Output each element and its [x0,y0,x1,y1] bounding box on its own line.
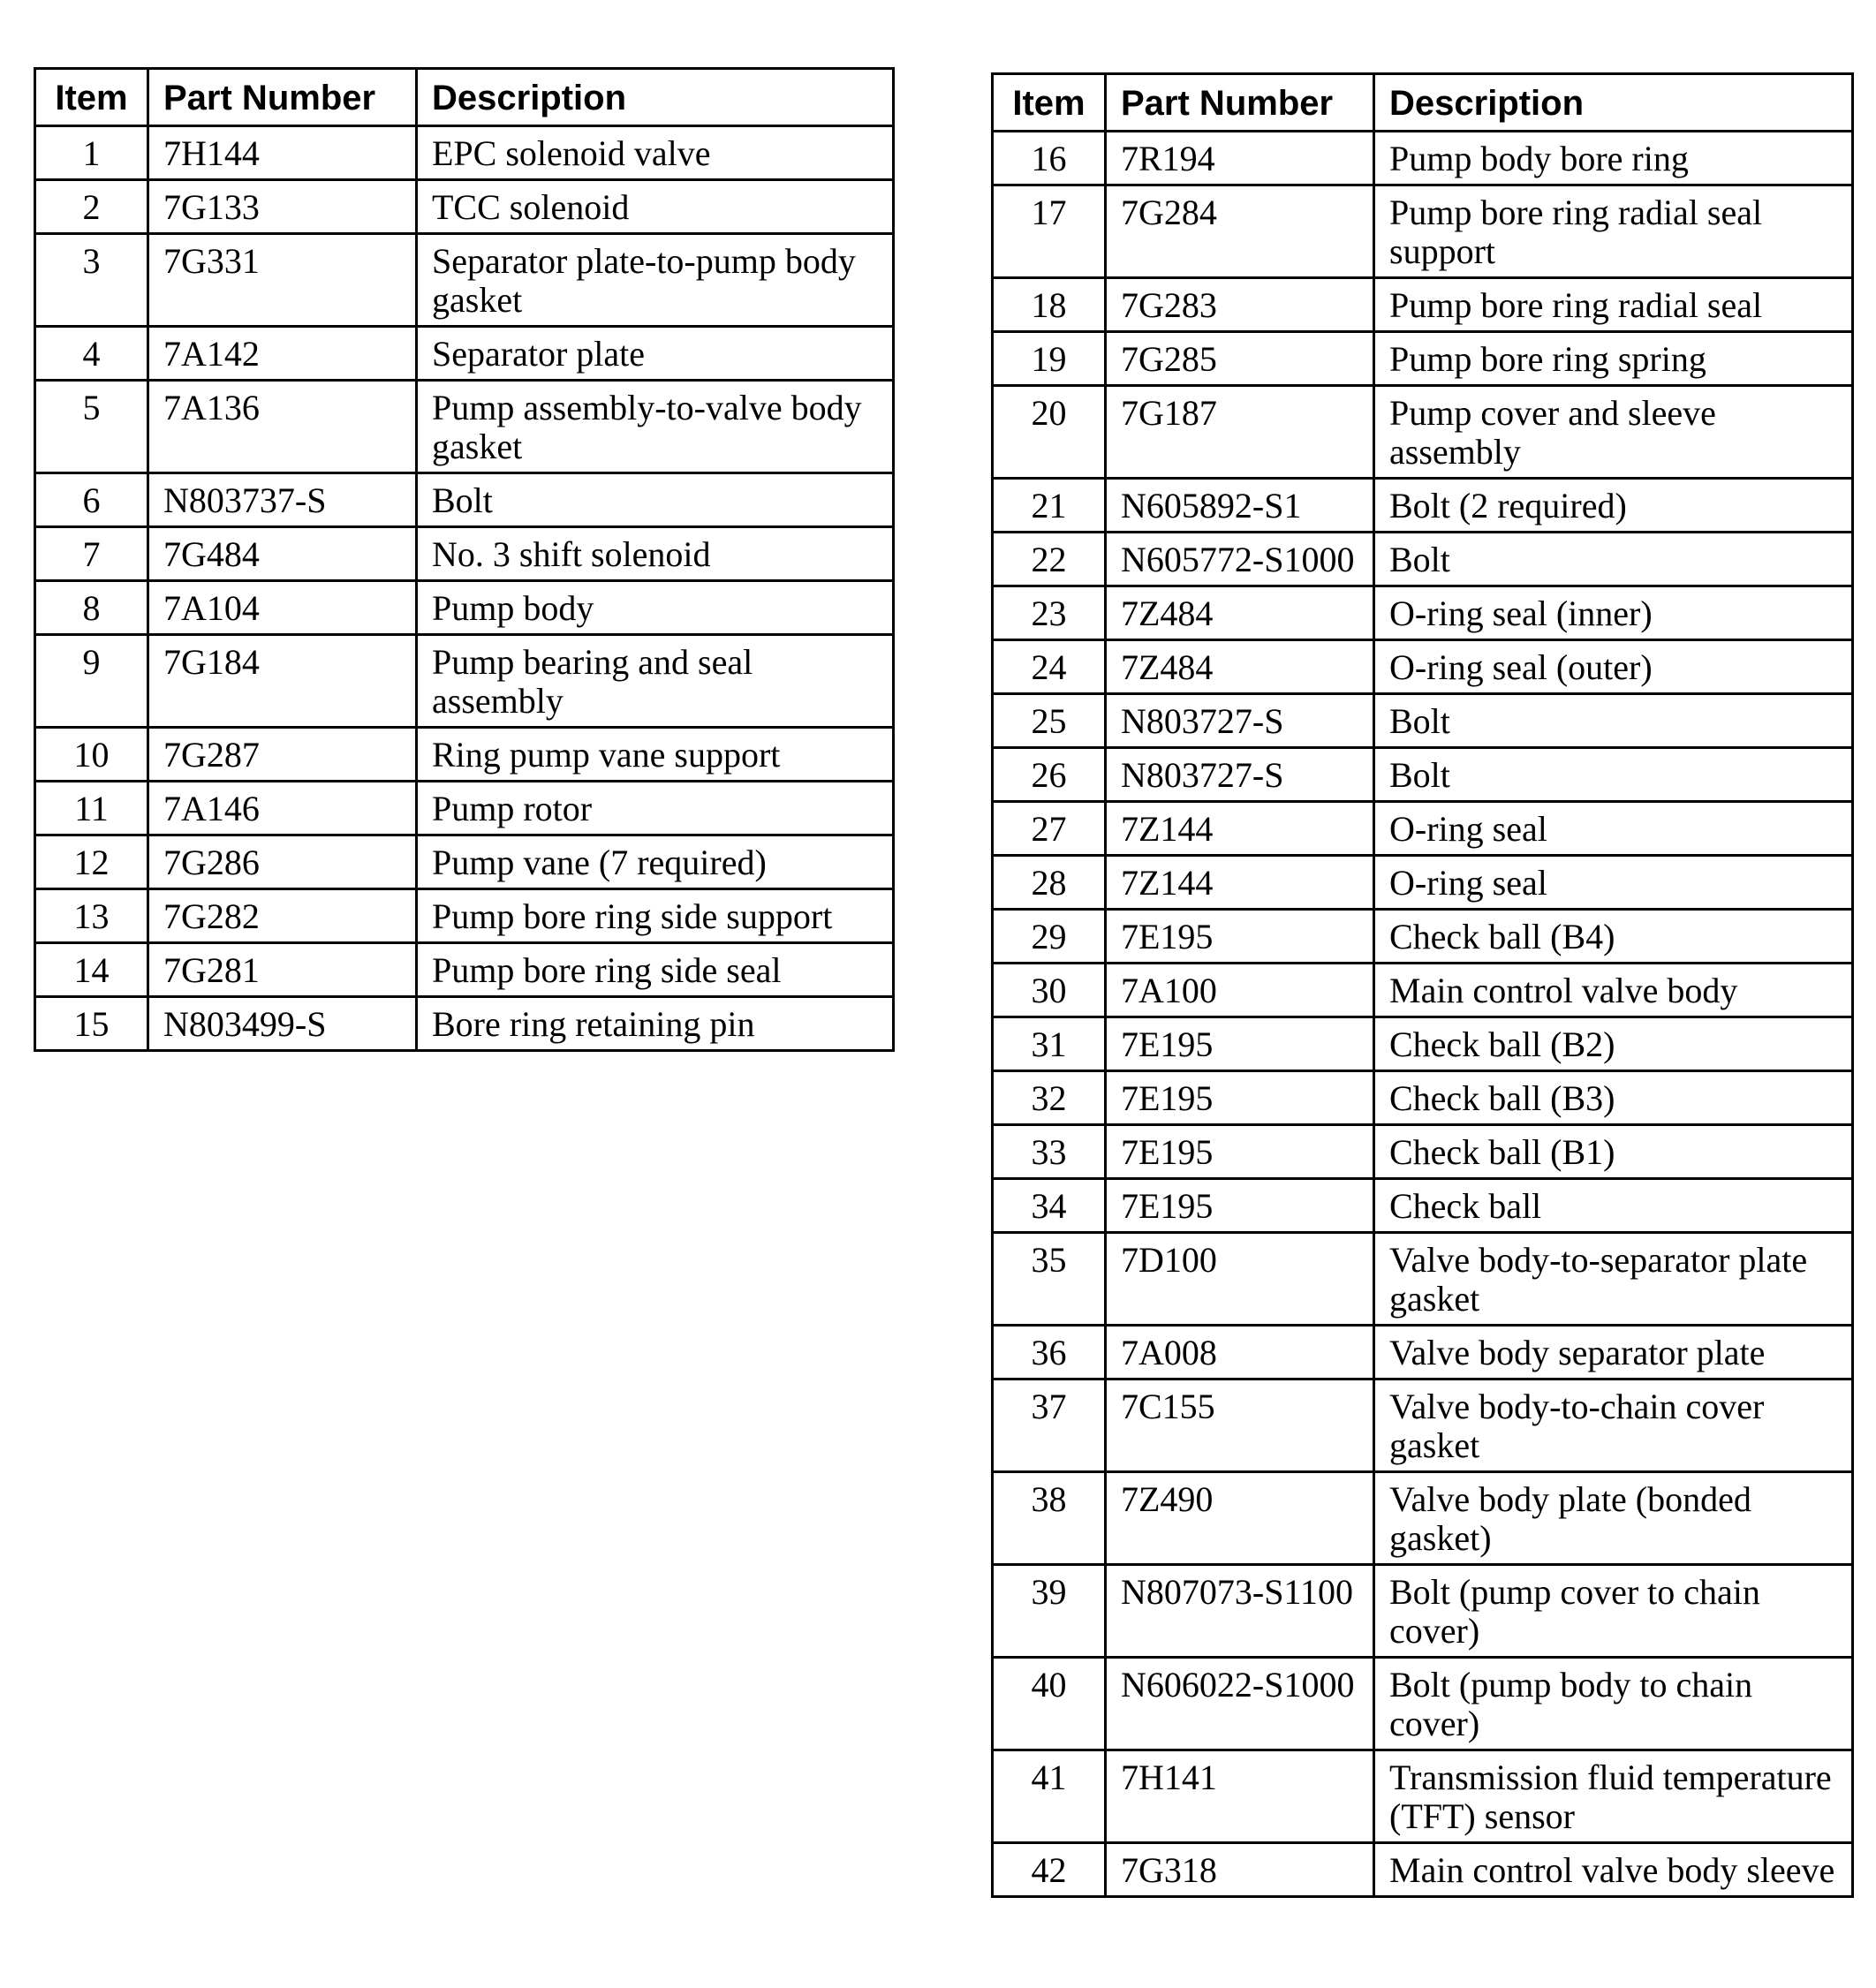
description-cell: Pump bore ring radial seal support [1374,185,1853,278]
item-cell: 36 [993,1326,1106,1380]
part-number-cell: 7Z484 [1106,586,1374,640]
description-cell: Pump bore ring spring [1374,332,1853,386]
description-cell: O-ring seal [1374,856,1853,910]
part-number-cell: 7Z144 [1106,802,1374,856]
item-cell: 14 [35,943,148,997]
item-cell: 39 [993,1565,1106,1658]
table-row [993,1071,1853,1125]
table-row [993,802,1853,856]
table-row [993,1326,1853,1380]
description-cell: Pump rotor [417,782,894,835]
table-row [993,1843,1853,1897]
item-cell: 35 [993,1233,1106,1326]
description-cell: Pump bearing and seal assembly [417,635,894,728]
item-cell: 9 [35,635,148,728]
item-cell: 29 [993,910,1106,964]
description-cell: Pump bore ring side seal [417,943,894,997]
part-number-cell: 7G285 [1106,332,1374,386]
table-row [993,185,1853,278]
description-cell: Bolt (pump cover to chain cover) [1374,1565,1853,1658]
item-cell: 12 [35,835,148,889]
description-cell: Separator plate [417,327,894,381]
item-cell: 34 [993,1179,1106,1233]
description-cell: Bolt [1374,694,1853,748]
table-row [993,1380,1853,1472]
description-cell: Bolt (2 required) [1374,479,1853,533]
part-number-cell: N803727-S [1106,748,1374,802]
item-cell: 32 [993,1071,1106,1125]
description-cell: Valve body separator plate [1374,1326,1853,1380]
item-cell: 15 [35,997,148,1051]
table-row [993,640,1853,694]
description-cell: Bolt [417,473,894,527]
item-cell: 26 [993,748,1106,802]
description-cell: Bore ring retaining pin [417,997,894,1051]
description-cell: Main control valve body sleeve [1374,1843,1853,1897]
table-row [35,381,894,473]
header-description: Description [417,69,894,126]
table-row [993,1658,1853,1750]
description-cell: Pump body bore ring [1374,132,1853,185]
parts-table-left [34,67,895,1052]
part-number-cell: 7E195 [1106,1017,1374,1071]
item-cell: 11 [35,782,148,835]
part-number-cell: N803499-S [148,997,417,1051]
header-part-number: Part Number [1106,74,1374,132]
item-cell: 17 [993,185,1106,278]
item-cell: 25 [993,694,1106,748]
header-part-number: Part Number [148,69,417,126]
table-row [993,278,1853,332]
item-cell: 8 [35,581,148,635]
item-cell: 37 [993,1380,1106,1472]
description-cell: Check ball (B4) [1374,910,1853,964]
item-cell: 33 [993,1125,1106,1179]
item-cell: 23 [993,586,1106,640]
item-cell: 3 [35,234,148,327]
description-cell: Transmission fluid temperature (TFT) sensor [1374,1750,1853,1843]
table-row [993,964,1853,1017]
part-number-cell: 7Z484 [1106,640,1374,694]
part-number-cell: 7A142 [148,327,417,381]
table-row [35,889,894,943]
item-cell: 2 [35,180,148,234]
description-cell: Pump assembly-to-valve body gasket [417,381,894,473]
description-cell: Ring pump vane support [417,728,894,782]
header-description: Description [1374,74,1853,132]
table-row [993,1017,1853,1071]
item-cell: 22 [993,533,1106,586]
description-cell: Valve body plate (bonded gasket) [1374,1472,1853,1565]
parts-table-right [991,72,1854,1898]
part-number-cell: 7G318 [1106,1843,1374,1897]
table-header-row [35,69,894,126]
item-cell: 6 [35,473,148,527]
item-cell: 19 [993,332,1106,386]
description-cell: O-ring seal [1374,802,1853,856]
part-number-cell: 7G287 [148,728,417,782]
table-row [993,1233,1853,1326]
description-cell: Separator plate-to-pump body gasket [417,234,894,327]
description-cell: Check ball (B1) [1374,1125,1853,1179]
table-row [35,997,894,1051]
description-cell: TCC solenoid [417,180,894,234]
item-cell: 4 [35,327,148,381]
part-number-cell: 7A136 [148,381,417,473]
table-row [35,327,894,381]
part-number-cell: 7Z490 [1106,1472,1374,1565]
part-number-cell: 7E195 [1106,1071,1374,1125]
part-number-cell: 7G187 [1106,386,1374,479]
part-number-cell: 7A008 [1106,1326,1374,1380]
part-number-cell: 7G281 [148,943,417,997]
part-number-cell: N605892-S1 [1106,479,1374,533]
table-header-row [993,74,1853,132]
part-number-cell: 7A104 [148,581,417,635]
item-cell: 28 [993,856,1106,910]
description-cell: Pump vane (7 required) [417,835,894,889]
part-number-cell: 7E195 [1106,910,1374,964]
item-cell: 10 [35,728,148,782]
part-number-cell: 7G133 [148,180,417,234]
part-number-cell: 7G283 [1106,278,1374,332]
item-cell: 21 [993,479,1106,533]
table-row [993,1125,1853,1179]
table-row [35,126,894,180]
part-number-cell: N606022-S1000 [1106,1658,1374,1750]
description-cell: Check ball (B2) [1374,1017,1853,1071]
table-row [35,180,894,234]
description-cell: Check ball (B3) [1374,1071,1853,1125]
part-number-cell: 7G184 [148,635,417,728]
part-number-cell: 7D100 [1106,1233,1374,1326]
item-cell: 40 [993,1658,1106,1750]
table-row [993,1750,1853,1843]
item-cell: 7 [35,527,148,581]
item-cell: 31 [993,1017,1106,1071]
part-number-cell: 7H141 [1106,1750,1374,1843]
table-row [993,694,1853,748]
table-row [35,234,894,327]
description-cell: No. 3 shift solenoid [417,527,894,581]
table-row [35,527,894,581]
description-cell: Pump body [417,581,894,635]
item-cell: 18 [993,278,1106,332]
description-cell: O-ring seal (outer) [1374,640,1853,694]
description-cell: Valve body-to-chain cover gasket [1374,1380,1853,1472]
table-row [993,1179,1853,1233]
part-number-cell: 7E195 [1106,1179,1374,1233]
part-number-cell: 7E195 [1106,1125,1374,1179]
item-cell: 5 [35,381,148,473]
table-row [35,728,894,782]
item-cell: 24 [993,640,1106,694]
description-cell: Pump cover and sleeve assembly [1374,386,1853,479]
description-cell: Check ball [1374,1179,1853,1233]
part-number-cell: 7C155 [1106,1380,1374,1472]
description-cell: Bolt [1374,533,1853,586]
table-row [993,386,1853,479]
table-row [35,473,894,527]
part-number-cell: 7G286 [148,835,417,889]
table-row [993,856,1853,910]
table-row [993,1472,1853,1565]
part-number-cell: 7A100 [1106,964,1374,1017]
part-number-cell: N803737-S [148,473,417,527]
description-cell: Main control valve body [1374,964,1853,1017]
table-row [35,635,894,728]
item-cell: 1 [35,126,148,180]
item-cell: 38 [993,1472,1106,1565]
table-row [993,533,1853,586]
table-row [993,1565,1853,1658]
description-cell: EPC solenoid valve [417,126,894,180]
header-item: Item [993,74,1106,132]
table-row [35,581,894,635]
item-cell: 30 [993,964,1106,1017]
description-cell: O-ring seal (inner) [1374,586,1853,640]
part-number-cell: 7G484 [148,527,417,581]
part-number-cell: 7G284 [1106,185,1374,278]
table-row [35,835,894,889]
part-number-cell: 7G331 [148,234,417,327]
part-number-cell: 7G282 [148,889,417,943]
description-cell: Bolt (pump body to chain cover) [1374,1658,1853,1750]
part-number-cell: N605772-S1000 [1106,533,1374,586]
item-cell: 16 [993,132,1106,185]
table-row [993,332,1853,386]
part-number-cell: 7H144 [148,126,417,180]
table-row [993,479,1853,533]
part-number-cell: 7Z144 [1106,856,1374,910]
table-row [993,586,1853,640]
part-number-cell: N803727-S [1106,694,1374,748]
item-cell: 41 [993,1750,1106,1843]
table-row [35,943,894,997]
description-cell: Bolt [1374,748,1853,802]
table-row [993,910,1853,964]
item-cell: 42 [993,1843,1106,1897]
part-number-cell: 7R194 [1106,132,1374,185]
item-cell: 27 [993,802,1106,856]
description-cell: Pump bore ring radial seal [1374,278,1853,332]
table-row [35,782,894,835]
description-cell: Valve body-to-separator plate gasket [1374,1233,1853,1326]
description-cell: Pump bore ring side support [417,889,894,943]
header-item: Item [35,69,148,126]
item-cell: 20 [993,386,1106,479]
item-cell: 13 [35,889,148,943]
part-number-cell: N807073-S1100 [1106,1565,1374,1658]
table-row [993,132,1853,185]
table-row [993,748,1853,802]
part-number-cell: 7A146 [148,782,417,835]
